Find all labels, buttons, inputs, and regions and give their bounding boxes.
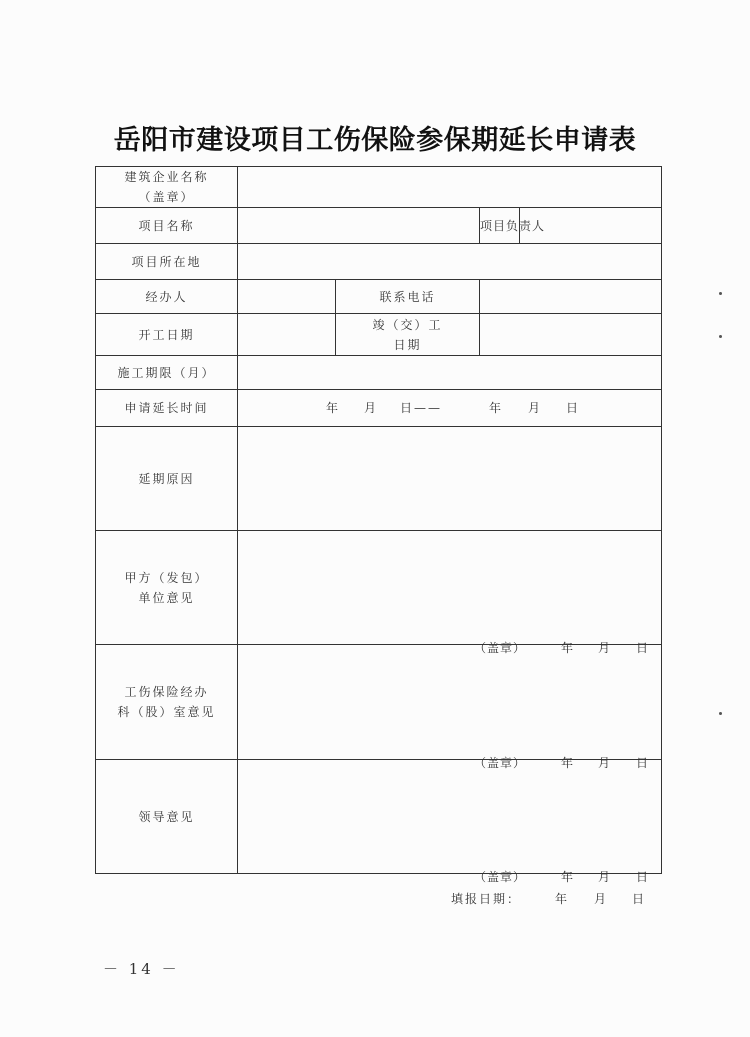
scan-speck — [719, 292, 722, 295]
leader-day: 日 — [636, 870, 650, 884]
party-a-opinion-field[interactable] — [238, 531, 662, 655]
company-value-field[interactable] — [238, 167, 662, 208]
fill-date-label: 填报日期： — [451, 892, 522, 906]
project-name-field[interactable] — [238, 208, 480, 244]
row-party-a — [96, 531, 662, 645]
insurance-label-line1: 工伤保险经办 — [124, 685, 209, 699]
row-insurance — [96, 645, 662, 760]
row-leader — [96, 760, 662, 874]
extension-date-field[interactable] — [238, 390, 662, 427]
leader-opinion-field[interactable] — [238, 760, 662, 884]
scan-speck — [719, 335, 722, 338]
location-field[interactable] — [238, 244, 662, 280]
insurance-opinion-field[interactable] — [238, 645, 662, 770]
insurance-day: 日 — [636, 756, 650, 770]
row-handler — [96, 280, 662, 314]
reason-label: 延期原因 — [96, 427, 238, 531]
ext-day2: 日 — [566, 401, 581, 415]
company-label-line2: （盖章） — [138, 190, 195, 204]
completion-date-field[interactable] — [480, 314, 662, 356]
row-location — [96, 244, 662, 280]
reason-field[interactable] — [238, 427, 662, 531]
completion-date-label-line1: 竣（交）工 — [372, 317, 443, 332]
start-date-field[interactable] — [238, 314, 336, 356]
insurance-month: 月 — [598, 756, 612, 770]
insurance-year: 年 — [561, 756, 575, 770]
party-a-seal: （盖章） — [474, 641, 527, 655]
leader-label: 领导意见 — [96, 760, 238, 874]
fill-date-year[interactable]: 年 — [555, 892, 570, 906]
phone-field[interactable] — [480, 280, 662, 314]
party-a-month: 月 — [598, 641, 612, 655]
project-name-label: 项目名称 — [96, 208, 238, 244]
row-duration — [96, 356, 662, 390]
party-a-year: 年 — [561, 641, 575, 655]
ext-month2: 月 — [528, 401, 543, 415]
completion-date-label — [336, 314, 480, 356]
party-a-label-line2: 单位意见 — [138, 590, 195, 605]
extension-label: 申请延长时间 — [96, 390, 238, 427]
form-title: 岳阳市建设项目工伤保险参保期延长申请表 — [113, 125, 637, 156]
project-leader-label-text: 项目负责人 — [480, 218, 546, 233]
handler-label: 经办人 — [96, 280, 238, 314]
party-a-day: 日 — [636, 641, 650, 655]
ext-day1: 日—— — [400, 401, 443, 415]
row-extension — [96, 390, 662, 427]
start-date-label: 开工日期 — [96, 314, 238, 356]
leader-seal: （盖章） — [474, 870, 527, 884]
duration-label: 施工期限（月） — [96, 356, 238, 390]
handler-field[interactable] — [238, 280, 336, 314]
insurance-label — [96, 645, 238, 760]
row-dates — [96, 314, 662, 356]
application-form-table — [95, 166, 662, 884]
scan-speck — [719, 712, 722, 715]
insurance-seal: （盖章） — [474, 756, 527, 770]
ext-month1: 月 — [364, 401, 379, 415]
row-project — [96, 208, 662, 244]
insurance-label-line2: 科（股）室意见 — [117, 705, 216, 719]
ext-year2: 年 — [489, 401, 504, 415]
fill-date-day[interactable]: 日 — [632, 892, 647, 906]
company-label — [96, 167, 238, 208]
fill-date-month[interactable]: 月 — [594, 892, 609, 906]
completion-date-label-line2: 日期 — [393, 337, 422, 352]
duration-field[interactable] — [238, 356, 662, 390]
phone-label: 联系电话 — [336, 280, 480, 314]
project-leader-label — [480, 208, 546, 244]
row-reason — [96, 427, 662, 531]
row-company — [96, 167, 662, 208]
party-a-label — [96, 531, 238, 645]
leader-month: 月 — [598, 870, 612, 884]
ext-year1: 年 — [326, 401, 341, 415]
leader-year: 年 — [561, 870, 575, 884]
page-number: － 14 － — [103, 960, 180, 978]
company-label-line1: 建筑企业名称 — [124, 170, 209, 184]
party-a-label-line1: 甲方（发包） — [124, 570, 209, 585]
location-label: 项目所在地 — [96, 244, 238, 280]
